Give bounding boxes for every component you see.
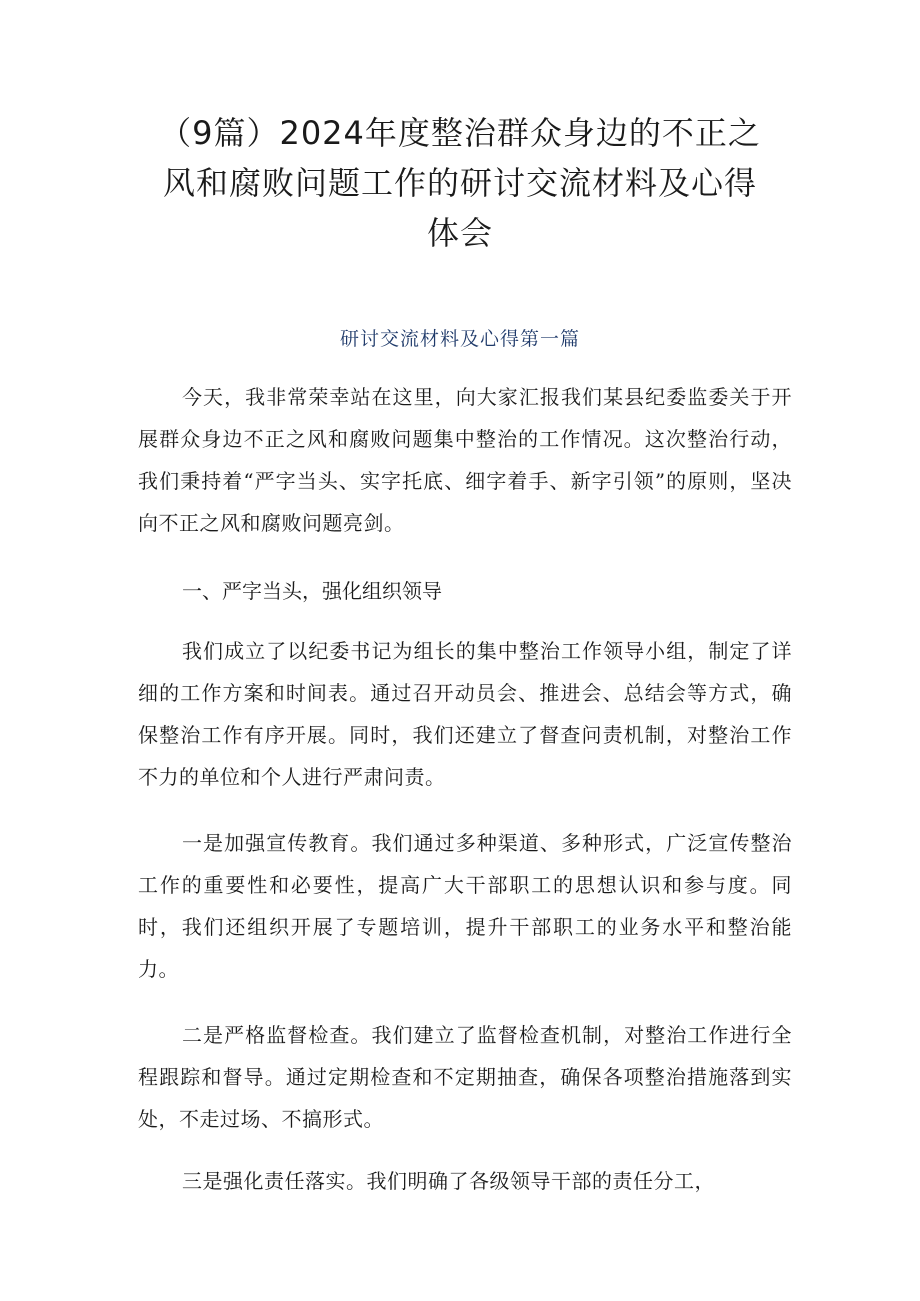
document-title-line-1: （9篇）2024年度整治群众身边的不正之	[159, 114, 761, 152]
document-title-line-2: 风和腐败问题工作的研讨交流材料及心得	[162, 164, 757, 202]
document-title-line-3: 体会	[426, 214, 493, 252]
education-paragraph: 一是加强宣传教育。我们通过多种渠道、多种形式，广泛宣传整治工作的重要性和必要性，提高广大干部职工的思想认识和参与度。同时，我们还组织开展了专题培训，提升干部职工的业务水平和整治能力。	[138, 831, 792, 981]
heading-strict-leadership: 一、严字当头，强化组织领导	[182, 579, 442, 603]
leadership-paragraph: 我们成立了以纪委书记为组长的集中整治工作领导小组，制定了详细的工作方案和时间表。通过召开动员会、推进会、总结会等方式，确保整治工作有序开展。同时，我们还建立了督查问责机制，对整治工作不力的单位和个人进行严肃问责。	[138, 639, 792, 789]
intro-paragraph: 今天，我非常荣幸站在这里，向大家汇报我们某县纪委监委关于开展群众身边不正之风和腐败问题集中整治的工作情况。这次整治行动，我们秉持着“严字当头、实字托底、细字着手、新字引领”的原则，坚决向不正之风和腐败问题亮剑。	[138, 385, 792, 535]
responsibility-paragraph: 三是强化责任落实。我们明确了各级领导干部的责任分工，	[182, 1169, 715, 1193]
document-title	[130, 108, 790, 258]
supervision-paragraph: 二是严格监督检查。我们建立了监督检查机制，对整治工作进行全程跟踪和督导。通过定期检查和不定期抽查，确保各项整治措施落到实处，不走过场、不搞形式。	[138, 1023, 792, 1131]
section-title: 研讨交流材料及心得第一篇	[339, 328, 580, 350]
